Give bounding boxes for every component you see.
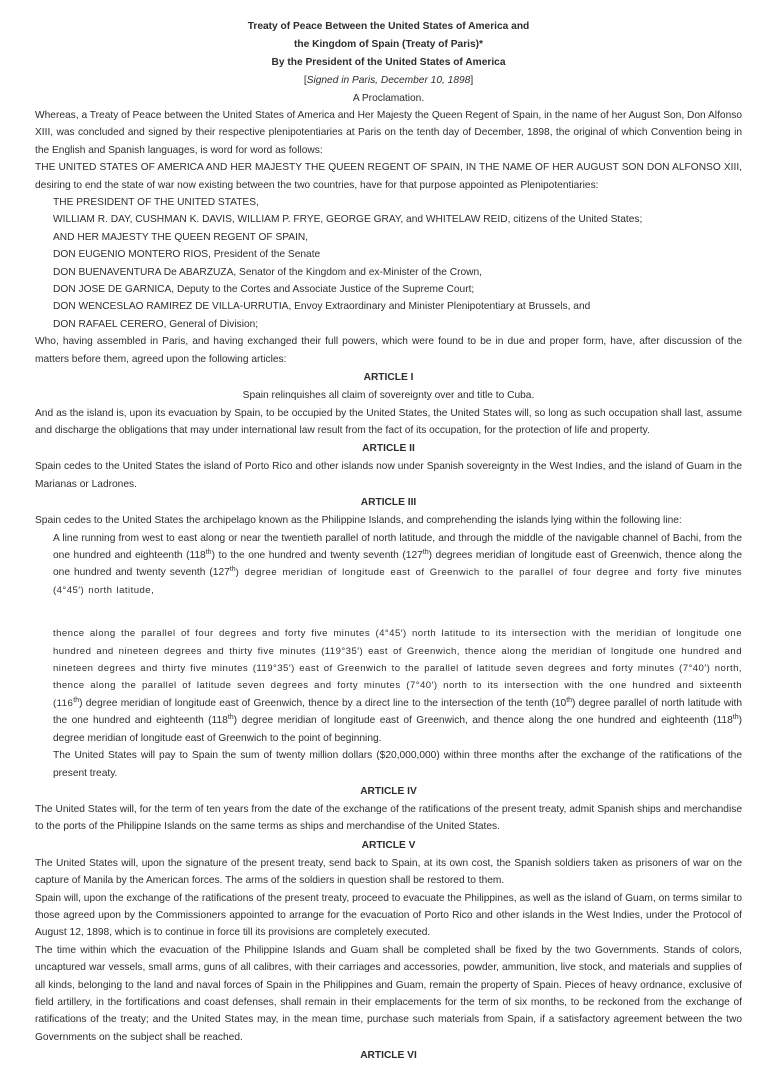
- article-3-heading: ARTICLE III: [360, 497, 417, 509]
- signed-date: [Signed in Paris, December 10, 1898]: [303, 75, 474, 86]
- plenipotentiary-line: THE PRESIDENT OF THE UNITED STATES,: [53, 197, 259, 209]
- article-1-occupation: And as the island is, upon its evacuation by Spain, to be occupied by the United States, the United States will, so long as such occupation shall last, assume and discharge the obligations that may under international law result from the fact of its occupation, for the protection of life and property.: [35, 407, 742, 436]
- treaty-title-line-1: Treaty of Peace Between the United States of America and: [247, 21, 530, 32]
- treaty-title-line-3: By the President of the United States of America: [271, 57, 506, 68]
- proclamation: A Proclamation.: [352, 92, 425, 104]
- article-3-payment: The United States will pay to Spain the sum of twenty million dollars ($20,000,000) within three months after the exchange of the ratifications of the present treaty.: [53, 750, 742, 779]
- article-5-prisoners: The United States will, upon the signature of the present treaty, send back to Spain, at its own cost, the Spanish soldiers taken as prisoners of war on the capture of Manila by the American forces. The arms of the soldiers in question shall be restored to them.: [35, 857, 742, 887]
- article-3-cession: Spain cedes to the United States the archipelago known as the Philippine Islands, and comprehending the islands lying within the following line:: [35, 515, 682, 527]
- article-1-heading: ARTICLE I: [363, 372, 414, 384]
- article-3-boundary-part-1: A line running from west to east along or near the twentieth parallel of north latitude, and through the middle of the navigable channel of Bachi, from the one hundred and eighteenth (118th) to the one hundred and twenty seventh (127th) degrees meridian of longitude east of Greenwich, thence along the one hundred and twenty seventh (127th) degree meridian of longitude east of Greenwich to the parallel of four degree and forty five minutes (4°45′) north latitude,: [53, 532, 743, 596]
- article-6-heading: ARTICLE VI: [360, 1050, 417, 1062]
- article-4-ships: The United States will, for the term of ten years from the date of the exchange of the ratifications of the present treaty, admit Spanish ships and merchandise to the ports of the Philippine Islands on the same terms as ships and merchandise of the United States.: [35, 803, 742, 833]
- plenipotentiary-line: DON JOSE DE GARNICA, Deputy to the Cortes and Associate Justice of the Supreme Court;: [53, 284, 475, 296]
- article-5-heading: ARTICLE V: [361, 839, 416, 851]
- article-4-heading: ARTICLE IV: [360, 785, 417, 797]
- who-paragraph: Who, having assembled in Paris, and having exchanged their full powers, which were found to be in due and proper form, have, after discussion of the matters before them, agreed upon the following articles:: [35, 336, 742, 365]
- treaty-title-line-2: the Kingdom of Spain (Treaty of Paris)*: [293, 39, 484, 50]
- plenipotentiary-line: DON BUENAVENTURA De ABARZUZA, Senator of the Kingdom and ex-Minister of the Crown,: [53, 266, 482, 278]
- article-3-boundary-part-2: thence along the parallel of four degrees and forty five minutes (4°45′) north latitude to its intersection with the meridian of longitude one hundred and nineteen degrees and thirty five minutes (119°35′) east of Greenwich, thence along the meridian of longitude one hundred and nineteen degrees and thirty five minutes (119°35′) east of Greenwich to the parallel of latitude seven degrees and forty minutes (7°40′) north, thence along the parallel of latitude seven degrees and forty minutes (7°40′) north to its intersection with the one hundred and sixteenth (116th) degree meridian of longitude east of Greenwich, thence by a direct line to the intersection of the tenth (10th) degree parallel of north latitude with the one hundred and eighteenth (118th) degree meridian of longitude east of Greenwich, and thence along the one hundred and eighteenth (118th) degree meridian of longitude east of Greenwich to the point of beginning.: [53, 628, 742, 744]
- plenipotentiary-line: DON RAFAEL CERERO, General of Division;: [53, 318, 259, 330]
- plenipotentiary-line: DON WENCESLAO RAMIREZ DE VILLA-URRUTIA, Envoy Extraordinary and Minister Plenipotentiary at Brussels, and: [53, 301, 591, 313]
- whereas-paragraph: Whereas, a Treaty of Peace between the United States of America and Her Majesty the Queen Regent of Spain, in the name of her August Son, Don Alfonso XIII, was concluded and signed by their respective plenipotentiaries at Paris on the tenth day of December, 1898, the original of which Convention being in the English and Spanish languages, is word for word as follows:: [35, 110, 742, 156]
- signed-date-text: Signed in Paris, December 10, 1898: [306, 75, 471, 86]
- article-5-evacuation: Spain will, upon the exchange of the ratifications of the present treaty, proceed to evacuate the Philippines, as well as the island of Guam, on terms similar to those agreed upon by the Commissioners appointed to arrange for the evacuation of Porto Rico and other islands in the West Indies, under the Protocol of August 12, 1898, which is to continue in force till its provisions are completely executed.: [35, 892, 742, 939]
- plenipotentiary-line: WILLIAM R. DAY, CUSHMAN K. DAVIS, WILLIAM P. FRYE, GEORGE GRAY, and WHITELAW REID, citizens of the United States;: [53, 214, 643, 226]
- parties-paragraph: THE UNITED STATES OF AMERICA AND HER MAJESTY THE QUEEN REGENT OF SPAIN, IN THE NAME OF HER AUGUST SON DON ALFONSO XIII, desiring to end the state of war now existing between the two countries, have for that purpose appointed as Plenipotentiaries:: [35, 162, 742, 191]
- blank-gap: [35, 599, 742, 625]
- plenipotentiary-line: AND HER MAJESTY THE QUEEN REGENT OF SPAIN,: [53, 231, 309, 243]
- article-2-heading: ARTICLE II: [362, 443, 415, 455]
- plenipotentiary-line: DON EUGENIO MONTERO RIOS, President of the Senate: [53, 249, 321, 261]
- article-5-time: The time within which the evacuation of the Philippine Islands and Guam shall be completed shall be fixed by the two Governments. Stands of colors, uncaptured war vessels, small arms, guns of all calibres, with their carriages and accessories, powder, ammunition, live stock, and materials and supplies of all kinds, belonging to the land and naval forces of Spain in the Philippines and Guam, remain the property of Spain. Pieces of heavy ordnance, exclusive of field artillery, in the fortifications and coast defenses, shall remain in their emplacements for the term of six months, to be reckoned from the exchange of ratifications of the treaty; and the United States may, in the mean time, purchase such materials from Spain, if a satisfactory agreement between the two Governments on the subject shall be reached.: [35, 944, 742, 1043]
- article-1-cuba: Spain relinquishes all claim of sovereignty over and title to Cuba.: [242, 390, 535, 402]
- article-2-cession: Spain cedes to the United States the island of Porto Rico and other islands now under Spanish sovereignty in the West Indies, and the island of Guam in the Marianas or Ladrones.: [35, 461, 742, 490]
